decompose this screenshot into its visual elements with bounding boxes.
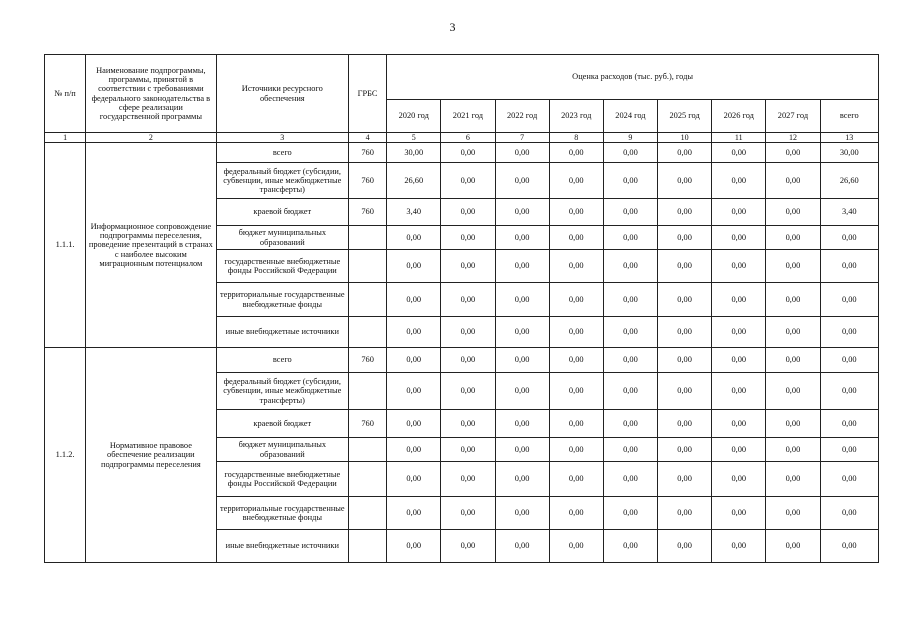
grbs-code [349,497,387,530]
year-value: 0,00 [549,163,603,199]
section-name: Нормативное правовое обеспечение реализации подпрограммы переселения [86,348,216,563]
year-value: 0,00 [495,143,549,163]
year-value: 0,00 [712,462,766,497]
year-value: 0,00 [495,163,549,199]
year-value: 0,00 [495,438,549,462]
year-value: 0,00 [658,250,712,283]
grbs-code [349,530,387,563]
year-header: 2025 год [658,100,712,133]
year-value: 0,00 [712,348,766,373]
year-value: 0,00 [549,283,603,317]
year-value: 0,00 [495,317,549,348]
year-value: 0,00 [441,348,495,373]
year-value: 0,00 [603,348,657,373]
year-value: 0,00 [387,462,441,497]
year-value: 0,00 [658,317,712,348]
year-value: 0,00 [712,497,766,530]
page-number: 3 [449,20,456,34]
column-number: 12 [766,133,820,143]
funding-source: всего [216,348,348,373]
year-header: 2024 год [603,100,657,133]
grbs-code [349,283,387,317]
year-value: 0,00 [495,250,549,283]
funding-source: государственные внебюджетные фонды Российской Федерации [216,462,348,497]
year-value: 0,00 [603,143,657,163]
year-value: 0,00 [495,462,549,497]
grbs-code [349,438,387,462]
year-value: 0,00 [712,530,766,563]
year-value: 0,00 [549,226,603,250]
funding-source: государственные внебюджетные фонды Российской Федерации [216,250,348,283]
year-value: 0,00 [658,143,712,163]
year-value: 0,00 [441,283,495,317]
grbs-code [349,226,387,250]
year-value: 0,00 [766,283,820,317]
total-value: 30,00 [820,143,878,163]
year-value: 0,00 [766,438,820,462]
total-value: 0,00 [820,438,878,462]
table-header [45,55,879,143]
year-value: 0,00 [387,497,441,530]
column-number: 5 [387,133,441,143]
column-number: 7 [495,133,549,143]
year-value: 0,00 [603,410,657,438]
year-header: 2026 год [712,100,766,133]
column-number: 4 [349,133,387,143]
year-value: 0,00 [766,530,820,563]
year-value: 0,00 [766,143,820,163]
year-value: 0,00 [603,438,657,462]
year-value: 0,00 [766,199,820,226]
year-value: 0,00 [603,373,657,410]
column-number: 6 [441,133,495,143]
column-number: 11 [712,133,766,143]
year-value: 0,00 [387,283,441,317]
section-name: Информационное сопровождение подпрограммы переселения, проведение презентаций в странах с наиболее высоким миграционным потенциалом [86,143,216,348]
year-value: 0,00 [441,373,495,410]
grbs-code: 760 [349,348,387,373]
year-value: 0,00 [387,226,441,250]
year-value: 0,00 [441,226,495,250]
year-value: 0,00 [603,462,657,497]
year-value: 0,00 [387,530,441,563]
year-value: 0,00 [549,410,603,438]
year-value: 0,00 [712,143,766,163]
header-estimate: Оценка расходов (тыс. руб.), годы [387,55,879,100]
total-value: 0,00 [820,250,878,283]
year-value: 0,00 [658,530,712,563]
year-value: 0,00 [495,497,549,530]
table-row [45,348,879,373]
year-value: 0,00 [712,373,766,410]
year-value: 0,00 [658,497,712,530]
year-value: 0,00 [603,250,657,283]
year-value: 0,00 [712,317,766,348]
year-value: 0,00 [441,199,495,226]
header-num: № п/п [45,55,86,133]
year-value: 0,00 [495,199,549,226]
year-value: 0,00 [549,373,603,410]
year-header: 2021 год [441,100,495,133]
year-value: 0,00 [766,373,820,410]
year-value: 0,00 [495,283,549,317]
year-value: 0,00 [603,226,657,250]
year-value: 0,00 [712,226,766,250]
funding-source: территориальные государственные внебюджетные фонды [216,283,348,317]
year-value: 0,00 [495,226,549,250]
year-value: 3,40 [387,199,441,226]
column-number: 13 [820,133,878,143]
year-header: всего [820,100,878,133]
year-value: 0,00 [712,410,766,438]
year-header: 2023 год [549,100,603,133]
column-number: 1 [45,133,86,143]
year-value: 0,00 [603,317,657,348]
year-value: 0,00 [495,530,549,563]
table-body [45,143,879,563]
year-value: 0,00 [387,348,441,373]
year-value: 0,00 [387,410,441,438]
funding-source: иные внебюджетные источники [216,530,348,563]
year-value: 0,00 [603,163,657,199]
year-value: 0,00 [603,199,657,226]
year-value: 0,00 [658,199,712,226]
year-value: 0,00 [441,163,495,199]
total-value: 0,00 [820,317,878,348]
year-value: 0,00 [766,348,820,373]
year-value: 0,00 [658,283,712,317]
year-value: 0,00 [766,410,820,438]
column-number-row [45,133,879,143]
year-value: 0,00 [712,163,766,199]
column-number: 8 [549,133,603,143]
total-value: 0,00 [820,373,878,410]
year-value: 0,00 [603,497,657,530]
year-value: 0,00 [441,317,495,348]
section-number: 1.1.1. [45,143,86,348]
year-value: 0,00 [658,348,712,373]
column-number: 3 [216,133,348,143]
year-value: 0,00 [712,283,766,317]
year-value: 0,00 [441,143,495,163]
year-value: 0,00 [766,497,820,530]
grbs-code: 760 [349,163,387,199]
year-value: 0,00 [712,250,766,283]
year-value: 0,00 [712,438,766,462]
funding-source: федеральный бюджет (субсидии, субвенции, иные межбюджетные трансферты) [216,163,348,199]
grbs-code [349,373,387,410]
year-value: 0,00 [549,348,603,373]
year-value: 0,00 [549,438,603,462]
year-value: 0,00 [495,373,549,410]
grbs-code [349,317,387,348]
year-value: 0,00 [658,410,712,438]
year-value: 0,00 [766,250,820,283]
year-value: 0,00 [766,226,820,250]
grbs-code: 760 [349,410,387,438]
year-value: 0,00 [441,410,495,438]
year-header: 2027 год [766,100,820,133]
year-header: 2020 год [387,100,441,133]
total-value: 0,00 [820,410,878,438]
year-value: 0,00 [387,373,441,410]
total-value: 26,60 [820,163,878,199]
year-value: 0,00 [766,163,820,199]
header-grbs: ГРБС [349,55,387,133]
grbs-code: 760 [349,143,387,163]
year-value: 30,00 [387,143,441,163]
header-source: Источники ресурсного обеспечения [216,55,348,133]
section-number: 1.1.2. [45,348,86,563]
year-value: 0,00 [387,250,441,283]
year-value: 0,00 [658,226,712,250]
total-value: 0,00 [820,348,878,373]
year-value: 0,00 [441,438,495,462]
year-value: 0,00 [441,497,495,530]
year-value: 0,00 [766,317,820,348]
year-value: 0,00 [766,462,820,497]
year-value: 0,00 [658,438,712,462]
column-number: 9 [603,133,657,143]
year-value: 0,00 [549,462,603,497]
year-value: 0,00 [712,199,766,226]
total-value: 0,00 [820,530,878,563]
total-value: 0,00 [820,462,878,497]
funding-source: территориальные государственные внебюджетные фонды [216,497,348,530]
funding-source: краевой бюджет [216,410,348,438]
funding-source: всего [216,143,348,163]
year-value: 0,00 [441,530,495,563]
year-value: 26,60 [387,163,441,199]
total-value: 0,00 [820,497,878,530]
funding-source: федеральный бюджет (субсидии, субвенции, иные межбюджетные трансферты) [216,373,348,410]
year-value: 0,00 [549,199,603,226]
year-value: 0,00 [387,317,441,348]
year-value: 0,00 [549,143,603,163]
grbs-code: 760 [349,199,387,226]
year-value: 0,00 [387,438,441,462]
grbs-code [349,250,387,283]
total-value: 0,00 [820,283,878,317]
table-row [45,143,879,163]
year-value: 0,00 [658,462,712,497]
funding-source: бюджет муниципальных образований [216,226,348,250]
grbs-code [349,462,387,497]
total-value: 3,40 [820,199,878,226]
column-number: 10 [658,133,712,143]
funding-source: иные внебюджетные источники [216,317,348,348]
year-header: 2022 год [495,100,549,133]
year-value: 0,00 [549,250,603,283]
year-value: 0,00 [441,462,495,497]
year-value: 0,00 [549,530,603,563]
header-name: Наименование подпрограммы, программы, принятой в соответствии с требованиями федерального законодательства в сфере реализации государственной программы [86,55,216,133]
year-value: 0,00 [658,163,712,199]
year-value: 0,00 [495,348,549,373]
year-value: 0,00 [441,250,495,283]
funding-source: бюджет муниципальных образований [216,438,348,462]
year-value: 0,00 [549,497,603,530]
year-value: 0,00 [658,373,712,410]
year-value: 0,00 [495,410,549,438]
year-value: 0,00 [549,317,603,348]
total-value: 0,00 [820,226,878,250]
year-value: 0,00 [603,530,657,563]
funding-source: краевой бюджет [216,199,348,226]
year-value: 0,00 [603,283,657,317]
column-number: 2 [86,133,216,143]
budget-table [44,54,879,563]
